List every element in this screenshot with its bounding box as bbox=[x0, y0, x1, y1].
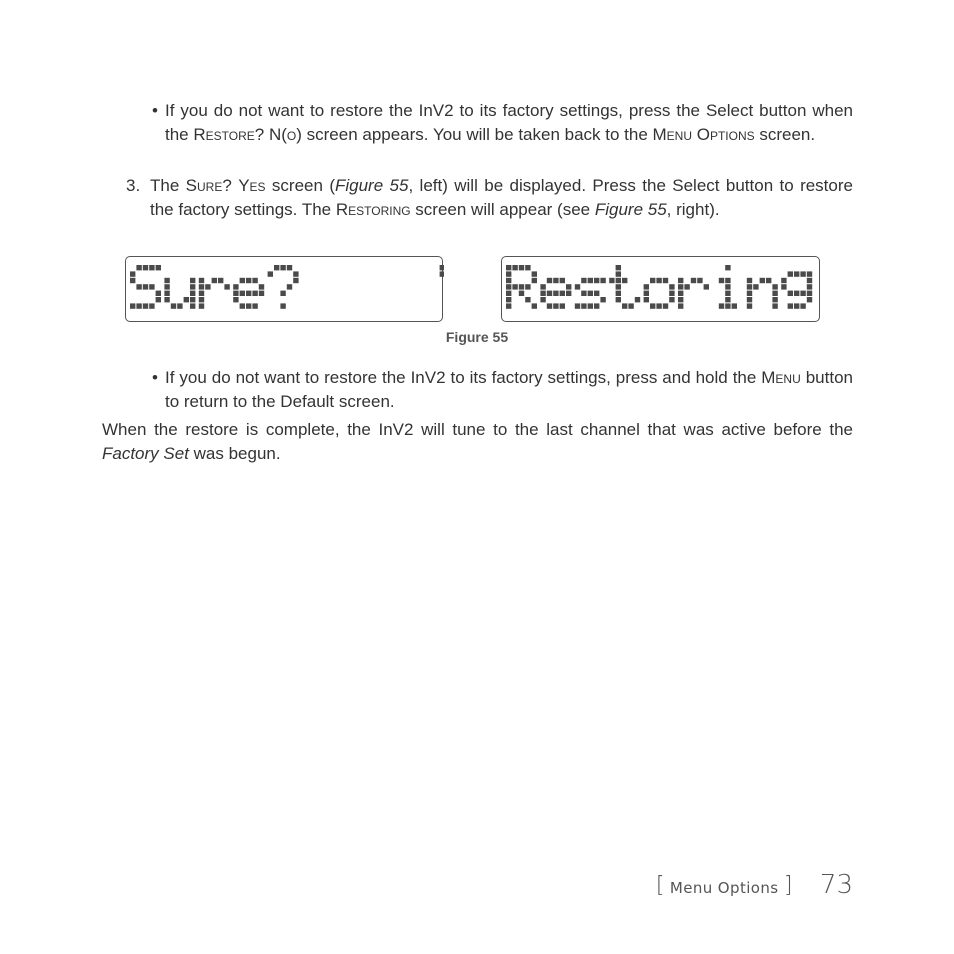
lcd-pixel bbox=[807, 278, 812, 283]
lcd-pixel bbox=[656, 278, 661, 283]
lcd-pixel bbox=[525, 284, 530, 289]
lcd-pixel bbox=[190, 303, 195, 308]
lcd-pixel bbox=[136, 284, 141, 289]
lcd-pixel bbox=[149, 303, 154, 308]
lcd-pixel bbox=[588, 291, 593, 296]
lcd-pixel bbox=[199, 278, 204, 283]
lcd-pixel bbox=[747, 284, 752, 289]
text-run: screen. bbox=[754, 124, 816, 144]
lcd-pixel bbox=[644, 297, 649, 302]
lcd-pixel bbox=[274, 265, 279, 270]
lcd-pixel bbox=[246, 303, 251, 308]
screen-name-menu-options: Menu Options bbox=[652, 124, 755, 144]
lcd-pixel bbox=[725, 284, 730, 289]
lcd-pixel bbox=[575, 284, 580, 289]
lcd-pixel bbox=[616, 297, 621, 302]
lcd-pixel bbox=[553, 291, 558, 296]
lcd-pixel bbox=[547, 278, 552, 283]
lcd-pixel bbox=[512, 284, 517, 289]
lcd-pixel bbox=[575, 303, 580, 308]
lcd-pixel bbox=[136, 265, 141, 270]
lcd-pixel bbox=[512, 265, 517, 270]
lcd-pixel bbox=[164, 278, 169, 283]
lcd-pixel bbox=[560, 291, 565, 296]
lcd-pixel bbox=[678, 303, 683, 308]
lcd-pixel bbox=[807, 284, 812, 289]
lcd-pixel bbox=[205, 284, 210, 289]
lcd-pixel bbox=[143, 303, 148, 308]
lcd-pixel bbox=[532, 278, 537, 283]
lcd-pixel bbox=[691, 278, 696, 283]
page-number: 73 bbox=[819, 870, 853, 900]
lcd-pixel bbox=[678, 291, 683, 296]
lcd-pixel bbox=[532, 271, 537, 276]
lcd-pixel bbox=[669, 291, 674, 296]
lcd-pixel bbox=[240, 278, 245, 283]
lcd-pixel bbox=[547, 303, 552, 308]
lcd-pixel bbox=[130, 271, 135, 276]
lcd-pixel bbox=[190, 297, 195, 302]
page-footer bbox=[655, 870, 853, 901]
lcd-pixel bbox=[506, 303, 511, 308]
lcd-pixel bbox=[594, 303, 599, 308]
lcd-pixel bbox=[136, 303, 141, 308]
lcd-pixel bbox=[725, 303, 730, 308]
lcd-pixel bbox=[218, 278, 223, 283]
text-run: ? N( bbox=[254, 124, 287, 144]
lcd-pixel bbox=[600, 278, 605, 283]
lcd-pixel bbox=[747, 297, 752, 302]
lcd-pixel bbox=[697, 278, 702, 283]
lcd-pixel bbox=[506, 271, 511, 276]
lcd-pixel bbox=[725, 278, 730, 283]
lcd-pixel bbox=[506, 284, 511, 289]
lcd-text: Restoring bbox=[502, 257, 507, 258]
lcd-pixel bbox=[233, 284, 238, 289]
lcd-pixel bbox=[616, 271, 621, 276]
lcd-pixel bbox=[287, 265, 292, 270]
lcd-pixel bbox=[566, 284, 571, 289]
lcd-pixel bbox=[800, 303, 805, 308]
lcd-pixel bbox=[616, 291, 621, 296]
screen-name-restore: Restore bbox=[193, 124, 255, 144]
lcd-pixel bbox=[519, 284, 524, 289]
lcd-pixel bbox=[663, 303, 668, 308]
button-name-menu: Menu bbox=[761, 368, 801, 387]
lcd-pixel bbox=[594, 291, 599, 296]
lcd-pixel bbox=[280, 303, 285, 308]
close-bracket: ] bbox=[783, 873, 793, 898]
lcd-pixel bbox=[725, 297, 730, 302]
lcd-pixel bbox=[644, 284, 649, 289]
step-number: 3. bbox=[126, 176, 141, 195]
lcd-pixel bbox=[772, 297, 777, 302]
figure-reference: Figure 55 bbox=[594, 199, 667, 219]
lcd-pixel bbox=[772, 303, 777, 308]
bullet-marker: • bbox=[152, 368, 158, 387]
lcd-pixel bbox=[772, 284, 777, 289]
lcd-pixel bbox=[725, 265, 730, 270]
lcd-pixel bbox=[807, 271, 812, 276]
lcd-screen-sure-yes bbox=[125, 256, 443, 322]
lcd-pixel bbox=[800, 291, 805, 296]
screen-name-restoring: Restoring bbox=[335, 199, 411, 219]
lcd-pixel bbox=[252, 303, 257, 308]
lcd-pixel bbox=[800, 271, 805, 276]
section-title: Menu Options bbox=[669, 879, 779, 897]
lcd-pixel bbox=[233, 297, 238, 302]
text-run: button to return to the Default screen. bbox=[165, 368, 853, 411]
lcd-pixel bbox=[600, 297, 605, 302]
lcd-pixel bbox=[280, 291, 285, 296]
text-run: If you do not want to restore the InV2 to its factory settings, press the Select button when the bbox=[165, 101, 853, 144]
text-run: When the restore is complete, the InV2 will tune to the last channel that was active before the bbox=[102, 420, 853, 439]
lcd-pixel bbox=[519, 265, 524, 270]
lcd-pixel bbox=[259, 284, 264, 289]
lcd-pixel bbox=[609, 278, 614, 283]
lcd-pixel bbox=[212, 278, 217, 283]
text-run: The bbox=[150, 176, 186, 195]
text-run: was begun. bbox=[188, 443, 281, 463]
lcd-pixel bbox=[184, 297, 189, 302]
lcd-pixel bbox=[130, 303, 135, 308]
lcd-pixel bbox=[540, 284, 545, 289]
lcd-pixel bbox=[794, 291, 799, 296]
text-run: If you do not want to restore the InV2 to its factory settings, press and hold the bbox=[165, 368, 762, 387]
lcd-pixel bbox=[525, 297, 530, 302]
lcd-pixel bbox=[252, 291, 257, 296]
figure-reference: Figure 55 bbox=[334, 176, 409, 195]
lcd-pixel bbox=[760, 278, 765, 283]
lcd-pixel bbox=[532, 303, 537, 308]
lcd-pixel bbox=[190, 284, 195, 289]
lcd-pixel bbox=[199, 291, 204, 296]
lcd-pixel bbox=[628, 303, 633, 308]
restore-complete-paragraph bbox=[102, 418, 853, 465]
lcd-pixel bbox=[788, 303, 793, 308]
lcd-pixel bbox=[678, 278, 683, 283]
lcd-pixel bbox=[540, 291, 545, 296]
figure-caption: Figure 55 bbox=[445, 329, 509, 345]
lcd-pixel bbox=[240, 303, 245, 308]
lcd-pixel bbox=[190, 278, 195, 283]
lcd-pixel bbox=[678, 284, 683, 289]
lcd-pixel bbox=[233, 291, 238, 296]
lcd-pixel bbox=[794, 303, 799, 308]
lcd-pixel bbox=[747, 291, 752, 296]
lcd-pixel bbox=[293, 278, 298, 283]
lcd-pixel bbox=[440, 265, 444, 270]
lcd-pixel bbox=[156, 297, 161, 302]
lcd-pixel bbox=[149, 265, 154, 270]
lcd-pixel bbox=[766, 278, 771, 283]
text-run: , right). bbox=[666, 199, 720, 219]
lcd-pixel bbox=[663, 278, 668, 283]
lcd-pixel bbox=[650, 278, 655, 283]
lcd-pixel bbox=[143, 265, 148, 270]
lcd-pixel bbox=[259, 291, 264, 296]
text-run: ? bbox=[222, 176, 239, 195]
lcd-pixel bbox=[519, 291, 524, 296]
lcd-pixel bbox=[246, 278, 251, 283]
text-run: screen will appear (see bbox=[410, 199, 595, 219]
lcd-pixel bbox=[560, 278, 565, 283]
lcd-pixel bbox=[287, 284, 292, 289]
lcd-pixel bbox=[156, 265, 161, 270]
lcd-pixel bbox=[732, 303, 737, 308]
lcd-pixel bbox=[781, 278, 786, 283]
lcd-pixel bbox=[164, 291, 169, 296]
lcd-pixel bbox=[149, 284, 154, 289]
lcd-pixel bbox=[199, 303, 204, 308]
lcd-pixel bbox=[807, 297, 812, 302]
screen-name-sure: Sure bbox=[185, 176, 223, 195]
bullet-menu-return bbox=[152, 366, 853, 413]
lcd-pixel bbox=[553, 303, 558, 308]
lcd-pixel bbox=[622, 303, 627, 308]
lcd-pixel bbox=[171, 303, 176, 308]
text-run: screen ( bbox=[265, 176, 335, 195]
lcd-pixel bbox=[616, 278, 621, 283]
lcd-pixel bbox=[616, 265, 621, 270]
lcd-pixel bbox=[794, 271, 799, 276]
lcd-pixel bbox=[190, 291, 195, 296]
lcd-pixel bbox=[506, 297, 511, 302]
lcd-pixel bbox=[246, 291, 251, 296]
lcd-pixel bbox=[506, 291, 511, 296]
lcd-pixel bbox=[650, 303, 655, 308]
lcd-pixel bbox=[747, 278, 752, 283]
lcd-pixel bbox=[781, 284, 786, 289]
lcd-pixel bbox=[588, 278, 593, 283]
lcd-pixel bbox=[440, 271, 444, 276]
open-bracket: [ bbox=[655, 873, 665, 898]
lcd-pixel bbox=[506, 278, 511, 283]
lcd-pixel bbox=[177, 303, 182, 308]
lcd-pixel bbox=[788, 291, 793, 296]
lcd-pixel bbox=[719, 278, 724, 283]
lcd-text: Sure? Yes bbox=[126, 257, 131, 258]
lcd-pixel bbox=[669, 284, 674, 289]
lcd-pixel bbox=[164, 284, 169, 289]
lcd-pixel bbox=[547, 291, 552, 296]
lcd-pixel bbox=[252, 278, 257, 283]
text-run: , left) will be displayed. Press the Select button to restore the factory settings. The bbox=[150, 176, 853, 219]
screen-name-no: o bbox=[286, 124, 297, 144]
lcd-pixel bbox=[506, 265, 511, 270]
screen-name-yes: Yes bbox=[238, 176, 266, 195]
bullet-marker: • bbox=[152, 101, 158, 120]
lcd-pixel bbox=[725, 291, 730, 296]
menu-name-factory-set: Factory Set bbox=[102, 443, 189, 463]
step-3 bbox=[126, 174, 853, 221]
lcd-pixel bbox=[635, 297, 640, 302]
lcd-pixel bbox=[199, 284, 204, 289]
text-run: ) screen appears. You will be taken back to the bbox=[296, 124, 653, 144]
lcd-pixel bbox=[130, 278, 135, 283]
lcd-screen-restoring bbox=[501, 256, 820, 322]
bullet-restore-cancel bbox=[152, 99, 853, 146]
lcd-pixel bbox=[669, 297, 674, 302]
lcd-pixel bbox=[156, 291, 161, 296]
lcd-pixel bbox=[616, 284, 621, 289]
lcd-pixel bbox=[581, 278, 586, 283]
lcd-pixel bbox=[719, 303, 724, 308]
lcd-pixel bbox=[143, 284, 148, 289]
lcd-pixel bbox=[588, 303, 593, 308]
lcd-pixel bbox=[753, 284, 758, 289]
lcd-pixel bbox=[581, 291, 586, 296]
lcd-pixel bbox=[525, 265, 530, 270]
lcd-pixel bbox=[199, 297, 204, 302]
lcd-pixel bbox=[788, 271, 793, 276]
lcd-pixel bbox=[268, 271, 273, 276]
lcd-pixel bbox=[240, 291, 245, 296]
lcd-pixel bbox=[581, 303, 586, 308]
lcd-pixel bbox=[224, 284, 229, 289]
lcd-pixel bbox=[656, 303, 661, 308]
lcd-pixel bbox=[684, 284, 689, 289]
lcd-pixel bbox=[807, 291, 812, 296]
lcd-pixel bbox=[540, 297, 545, 302]
lcd-pixel bbox=[164, 297, 169, 302]
lcd-pixel bbox=[622, 278, 627, 283]
lcd-pixel bbox=[772, 291, 777, 296]
lcd-pixel bbox=[566, 291, 571, 296]
lcd-pixel bbox=[293, 271, 298, 276]
lcd-pixel bbox=[280, 265, 285, 270]
lcd-dot-matrix bbox=[126, 257, 444, 323]
lcd-pixel bbox=[560, 303, 565, 308]
lcd-dot-matrix bbox=[502, 257, 821, 323]
lcd-pixel bbox=[678, 297, 683, 302]
lcd-pixel bbox=[553, 278, 558, 283]
lcd-pixel bbox=[747, 303, 752, 308]
lcd-pixel bbox=[644, 291, 649, 296]
lcd-pixel bbox=[704, 284, 709, 289]
lcd-pixel bbox=[594, 278, 599, 283]
